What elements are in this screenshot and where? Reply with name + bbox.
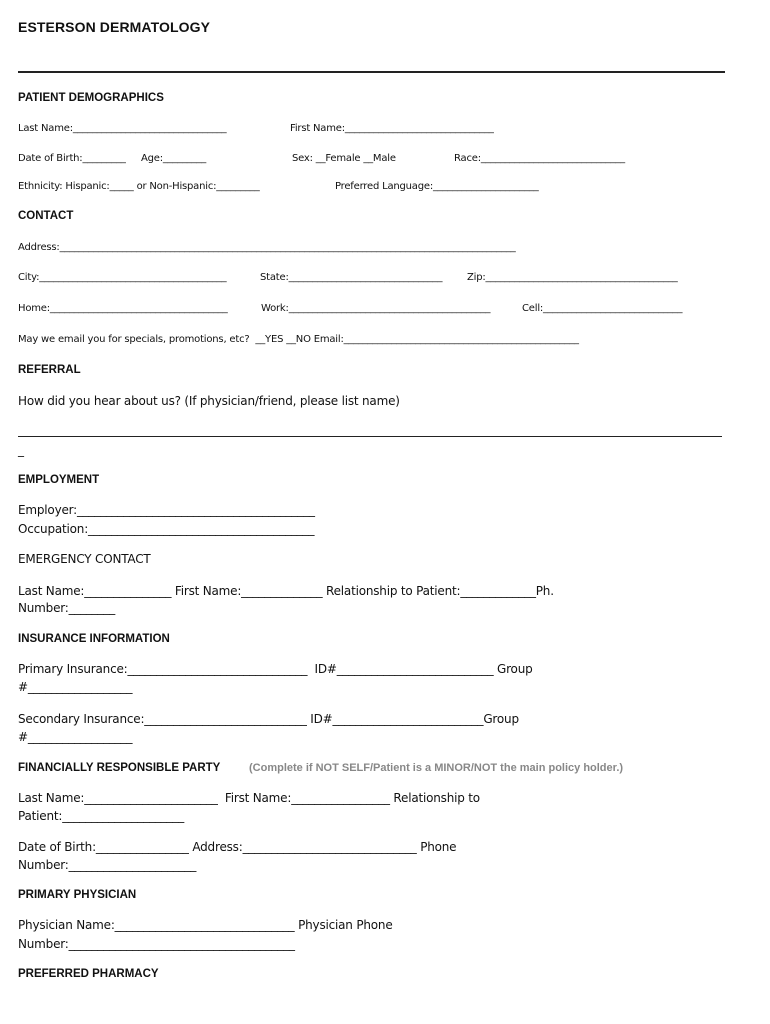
physician-phone-field[interactable]: Number:_______________________________________ [18, 937, 295, 951]
primary-insurance-field[interactable]: Primary Insurance:_______________________________ ID#___________________________ Group [18, 662, 533, 676]
work-phone-field[interactable]: Work:__________________________________________ [261, 303, 491, 314]
dob-field[interactable]: Date of Birth:_________ [18, 153, 126, 164]
secondary-group-field[interactable]: #__________________ [18, 730, 133, 744]
responsible-party-name-field[interactable]: Last Name:_______________________ First Name:_________________ Relationship to [18, 791, 480, 805]
section-heading-financial: FINANCIALLY RESPONSIBLE PARTY [18, 762, 221, 774]
occupation-field[interactable]: Occupation:_______________________________________ [18, 522, 315, 536]
home-phone-field[interactable]: Home:_____________________________________ [18, 303, 228, 314]
title-divider [18, 71, 725, 73]
financial-note: (Complete if NOT SELF/Patient is a MINOR/NOT the main policy holder.) [249, 762, 624, 774]
primary-group-field[interactable]: #__________________ [18, 680, 133, 694]
last-name-field[interactable]: Last Name:________________________________ [18, 123, 227, 134]
race-field[interactable]: Race:______________________________ [454, 153, 625, 164]
section-heading-referral: REFERRAL [18, 364, 81, 376]
section-heading-contact: CONTACT [18, 210, 74, 222]
address-field[interactable]: Address:_______________________________________________________________________________________________ [18, 242, 516, 253]
cell-phone-field[interactable]: Cell:_____________________________ [522, 303, 683, 314]
sex-field[interactable]: Sex: __Female __Male [292, 153, 396, 164]
zip-field[interactable]: Zip:________________________________________ [467, 272, 678, 283]
state-field[interactable]: State:________________________________ [260, 272, 443, 283]
responsible-party-relationship-field[interactable]: Patient:_____________________ [18, 809, 185, 823]
physician-name-field[interactable]: Physician Name:_______________________________ Physician Phone [18, 918, 393, 932]
section-heading-emergency: EMERGENCY CONTACT [18, 552, 151, 566]
ethnicity-field[interactable]: Ethnicity: Hispanic:_____ or Non-Hispanic:_________ [18, 181, 260, 192]
email-consent-field[interactable]: May we email you for specials, promotions, etc? __YES __NO Email:_________________________________________________ [18, 334, 579, 345]
section-heading-employment: EMPLOYMENT [18, 474, 100, 486]
section-heading-insurance: INSURANCE INFORMATION [18, 633, 170, 645]
secondary-insurance-field[interactable]: Secondary Insurance:____________________________ ID#__________________________Group [18, 712, 519, 726]
section-heading-pharmacy: PREFERRED PHARMACY [18, 968, 159, 980]
age-field[interactable]: Age:_________ [141, 153, 207, 164]
emergency-contact-line[interactable]: Last Name:_______________ First Name:______________ Relationship to Patient:_____________Ph. [18, 584, 554, 598]
referral-answer-line[interactable] [18, 436, 722, 437]
emergency-phone-field[interactable]: Number:________ [18, 601, 116, 615]
responsible-party-phone-field[interactable]: Number:______________________ [18, 858, 197, 872]
employer-field[interactable]: Employer:_________________________________________ [18, 503, 315, 517]
section-heading-physician: PRIMARY PHYSICIAN [18, 889, 137, 901]
section-heading-demographics: PATIENT DEMOGRAPHICS [18, 92, 164, 104]
responsible-party-dob-address-field[interactable]: Date of Birth:________________ Address:______________________________ Phone [18, 840, 457, 854]
city-field[interactable]: City:_______________________________________ [18, 272, 227, 283]
referral-question: How did you hear about us? (If physician/friend, please list name) [18, 394, 400, 408]
page-title: ESTERSON DERMATOLOGY [18, 19, 211, 35]
referral-overflow-mark: _ [18, 443, 24, 457]
language-field[interactable]: Preferred Language:______________________ [335, 181, 539, 192]
first-name-field[interactable]: First Name:_______________________________ [290, 123, 494, 134]
